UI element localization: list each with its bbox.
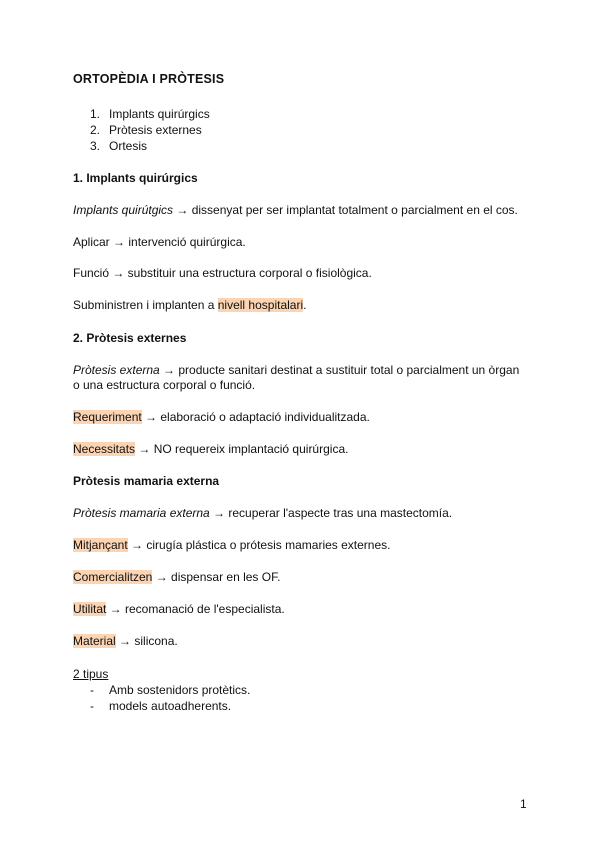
list-item-label: Amb sostenidors protètics. [109, 683, 251, 697]
definition: → silicona. [115, 634, 178, 648]
definition: → dispensar en les OF. [152, 570, 281, 584]
page-title: ORTOPÈDIA I PRÒTESIS [73, 72, 225, 86]
paragraph [73, 363, 519, 377]
bullet-dash: - [90, 699, 94, 713]
paragraph-continuation: o una estructura corporal o funció. [73, 378, 256, 392]
section-heading: Pròtesis mamaria externa [73, 474, 220, 488]
term: Implants quirútgics [73, 203, 174, 217]
toc-label: Ortesis [109, 139, 148, 153]
paragraph [73, 538, 390, 552]
paragraph [73, 506, 452, 520]
list-label: 2 tipus [73, 667, 109, 681]
definition: → dissenyat per ser implantat totalment o parcialment en el cos. [173, 203, 518, 217]
paragraph [73, 634, 178, 648]
paragraph [73, 298, 306, 312]
paragraph [73, 442, 348, 456]
definition: → producte sanitari destinat a sustituir total o parcialment un òrgan [159, 363, 520, 377]
toc-number: 3. [89, 139, 100, 153]
paragraph: Aplicar → intervenció quirúrgica. [73, 235, 246, 249]
toc-label: Implants quirúrgics [109, 107, 210, 121]
highlighted-text: nivell hospitalari [217, 298, 304, 312]
section-heading: 1. Implants quirúrgics [73, 171, 198, 185]
definition: → cirugía plástica o prótesis mamaries externes. [127, 538, 391, 552]
term: Pròtesis externa [73, 363, 160, 377]
paragraph [73, 410, 370, 424]
paragraph [73, 570, 280, 584]
definition: → recomanació de l'especialista. [106, 602, 285, 616]
highlighted-text: Mitjançant [73, 538, 128, 552]
highlighted-text: Utilitat [73, 602, 107, 616]
paragraph: Funció → substituir una estructura corporal o fisiològica. [73, 266, 372, 280]
definition: → elaboració o adaptació individualitzada. [141, 410, 370, 424]
highlighted-text: Comercialitzen [73, 570, 153, 584]
toc-number: 2. [89, 123, 100, 137]
text: Subministren i implanten a [73, 298, 218, 312]
definition: → recuperar l'aspecte tras una mastectomía. [209, 506, 453, 520]
toc-number: 1. [89, 107, 100, 121]
text: . [303, 298, 307, 312]
bullet-dash: - [90, 683, 94, 697]
paragraph [73, 203, 518, 217]
page-number: 1 [520, 797, 527, 811]
list-item-label: models autoadherents. [109, 699, 232, 713]
definition: → NO requereix implantació quirúrgica. [135, 442, 349, 456]
highlighted-text: Material [73, 634, 116, 648]
highlighted-text: Necessitats [73, 442, 136, 456]
toc-label: Pròtesis externes [109, 123, 202, 137]
section-heading: 2. Pròtesis externes [73, 331, 187, 345]
highlighted-text: Requeriment [73, 410, 142, 424]
paragraph [73, 602, 285, 616]
term: Pròtesis mamaria externa [73, 506, 210, 520]
